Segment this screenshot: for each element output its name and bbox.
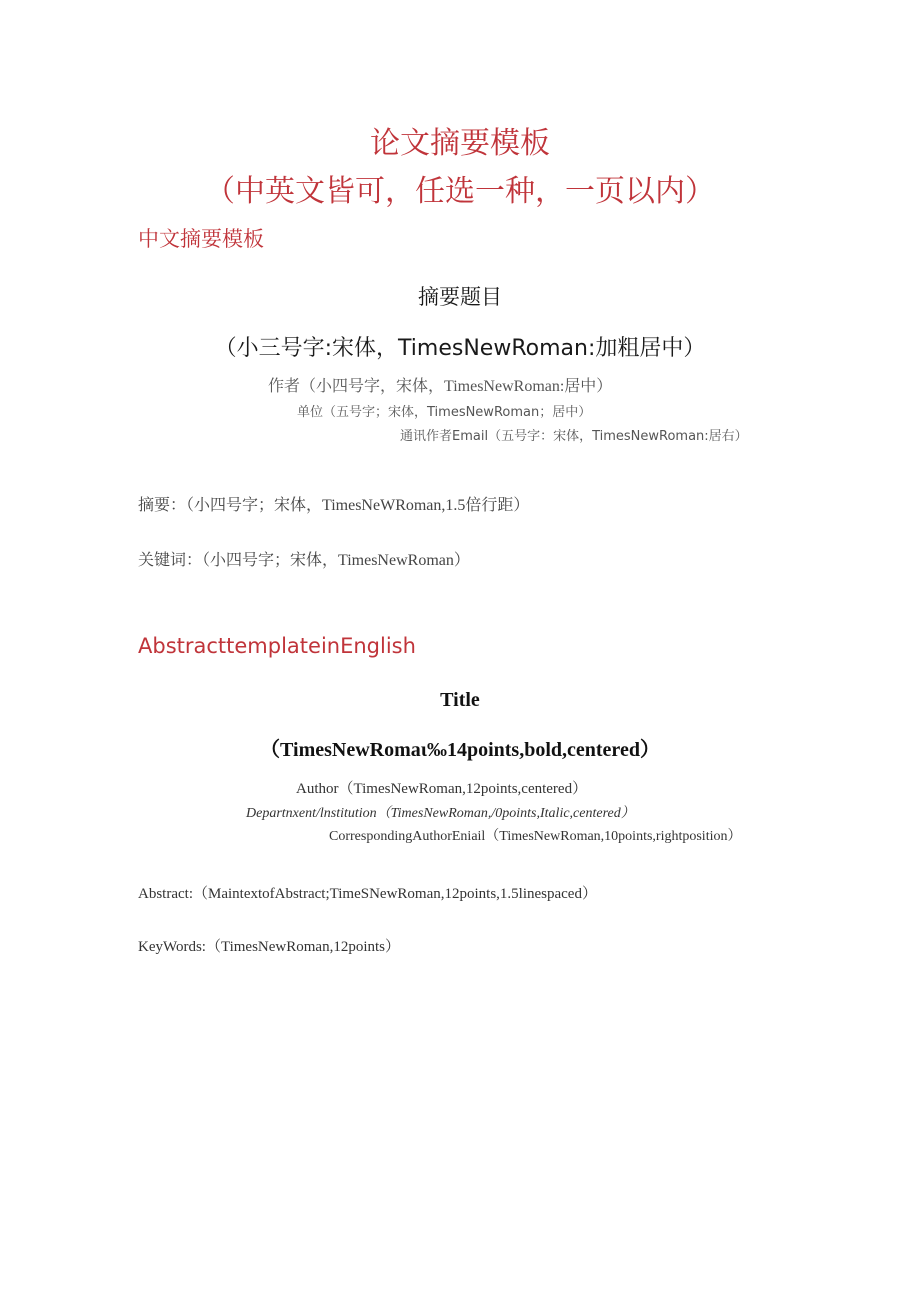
- english-author-line: Author（TimesNewRoman,12points,centered）: [296, 781, 588, 797]
- page-title: 论文摘要模板: [370, 126, 550, 161]
- english-abstract-line: Abstract:（MaintextofAbstract;TimeSNewRoman,12points,1.5linespaced）: [138, 886, 597, 902]
- english-abstract-title: Title: [440, 689, 480, 711]
- english-email-line: CorrespondingAuthorEniail（TimesNewRoman,10points,rightposition）: [329, 829, 742, 844]
- chinese-email-line: 通讯作者Email（五号字：宋体，TimesNewRoman:居右）: [400, 429, 748, 444]
- chinese-affiliation-line: 单位（五号字；宋体，TimesNewRoman；居中）: [297, 405, 592, 420]
- chinese-keywords-line: 关键词：（小四号字；宋体，TimesNewRoman）: [138, 552, 470, 569]
- page-subtitle: （中英文皆可，任选一种，一页以内）: [205, 174, 715, 209]
- chinese-author-line: 作者（小四号字，宋体，TimesNewRoman:居中）: [268, 378, 613, 395]
- english-department-line: Departnxent/lnstitution（TimesNewRoman,/0points,Italic,centered）: [246, 806, 635, 821]
- english-section-heading: AbstracttemplateinEnglish: [138, 634, 416, 658]
- chinese-title-format-note: （小三号字:宋体，TimesNewRoman:加粗居中）: [214, 336, 706, 361]
- english-keywords-line: KeyWords:（TimesNewRoman,12points）: [138, 939, 400, 955]
- chinese-section-heading: 中文摘要模板: [138, 227, 264, 251]
- english-title-format-note: （TimesNewRomaι‰14points,bold,centered）: [260, 739, 660, 761]
- chinese-abstract-title: 摘要题目: [418, 285, 502, 309]
- chinese-abstract-line: 摘要：（小四号字；宋体，TimesNeWRoman,1.5倍行距）: [138, 497, 530, 514]
